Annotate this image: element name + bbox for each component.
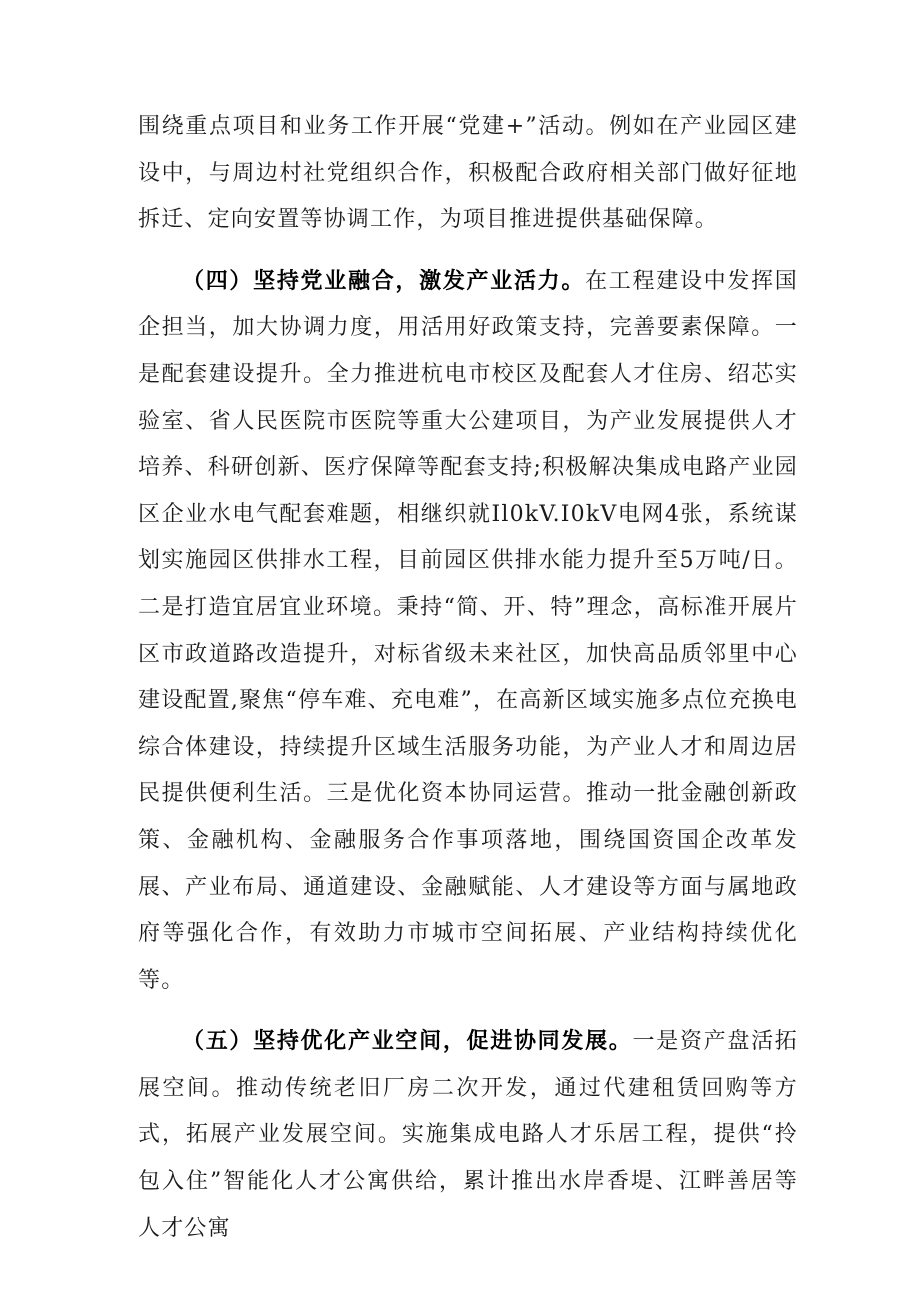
- paragraph-section-five: [138, 1019, 798, 1252]
- section-heading: （四）坚持党业融合，激发产业活力。: [182, 268, 586, 294]
- document-body: [138, 104, 798, 1267]
- paragraph-text: 一是资产盘活拓展空间。推动传统老旧厂房二次开发，通过代建租赁回购等方式，拓展产业发展空间。实施集成电路人才乐居工程，提供“拎包入住”智能化人才公寓供给，累计推出水岸香堤、江畔善居等人才公寓: [138, 1029, 798, 1241]
- paragraph-continuation: [138, 104, 798, 244]
- section-heading: （五）坚持优化产业空间，促进协同发展。: [182, 1029, 633, 1055]
- paragraph-text: 在工程建设中发挥国企担当，加大协调力度，用活用好政策支持，完善要素保障。一是配套建设提升。全力推进杭电市校区及配套人才住房、绍芯实验室、省人民医院市医院等重大公建项目，为产业发展提供人才培养、科研创新、医疗保障等配套支持;积极解决集成电路产业园区企业水电气配套难题，相继织就Il0kV.I0kV电网4张，系统谋划实施园区供排水工程，目前园区供排水能力提升至5万吨/日。二是打造宜居宜业环境。秉持“简、开、特”理念，高标准开展片区市政道路改造提升，对标省级未来社区，加快高品质邻里中心建设配置,聚焦“停车难、充电难”，在高新区域实施多点位充换电综合体建设，持续提升区域生活服务功能，为产业人才和周边居民提供便利生活。三是优化资本协同运营。推动一批金融创新政策、金融机构、金融服务合作事项落地，围绕国资国企改革发展、产业布局、通道建设、金融赋能、人才建设等方面与属地政府等强化合作，有效助力市城市空间拓展、产业结构持续优化等。: [138, 268, 798, 993]
- paragraph-section-four: [138, 259, 798, 1005]
- paragraph-text: 围绕重点项目和业务工作开展“党建+”活动。例如在产业园区建设中，与周边村社党组织合作，积极配合政府相关部门做好征地拆迁、定向安置等协调工作，为项目推进提供基础保障。: [138, 114, 798, 233]
